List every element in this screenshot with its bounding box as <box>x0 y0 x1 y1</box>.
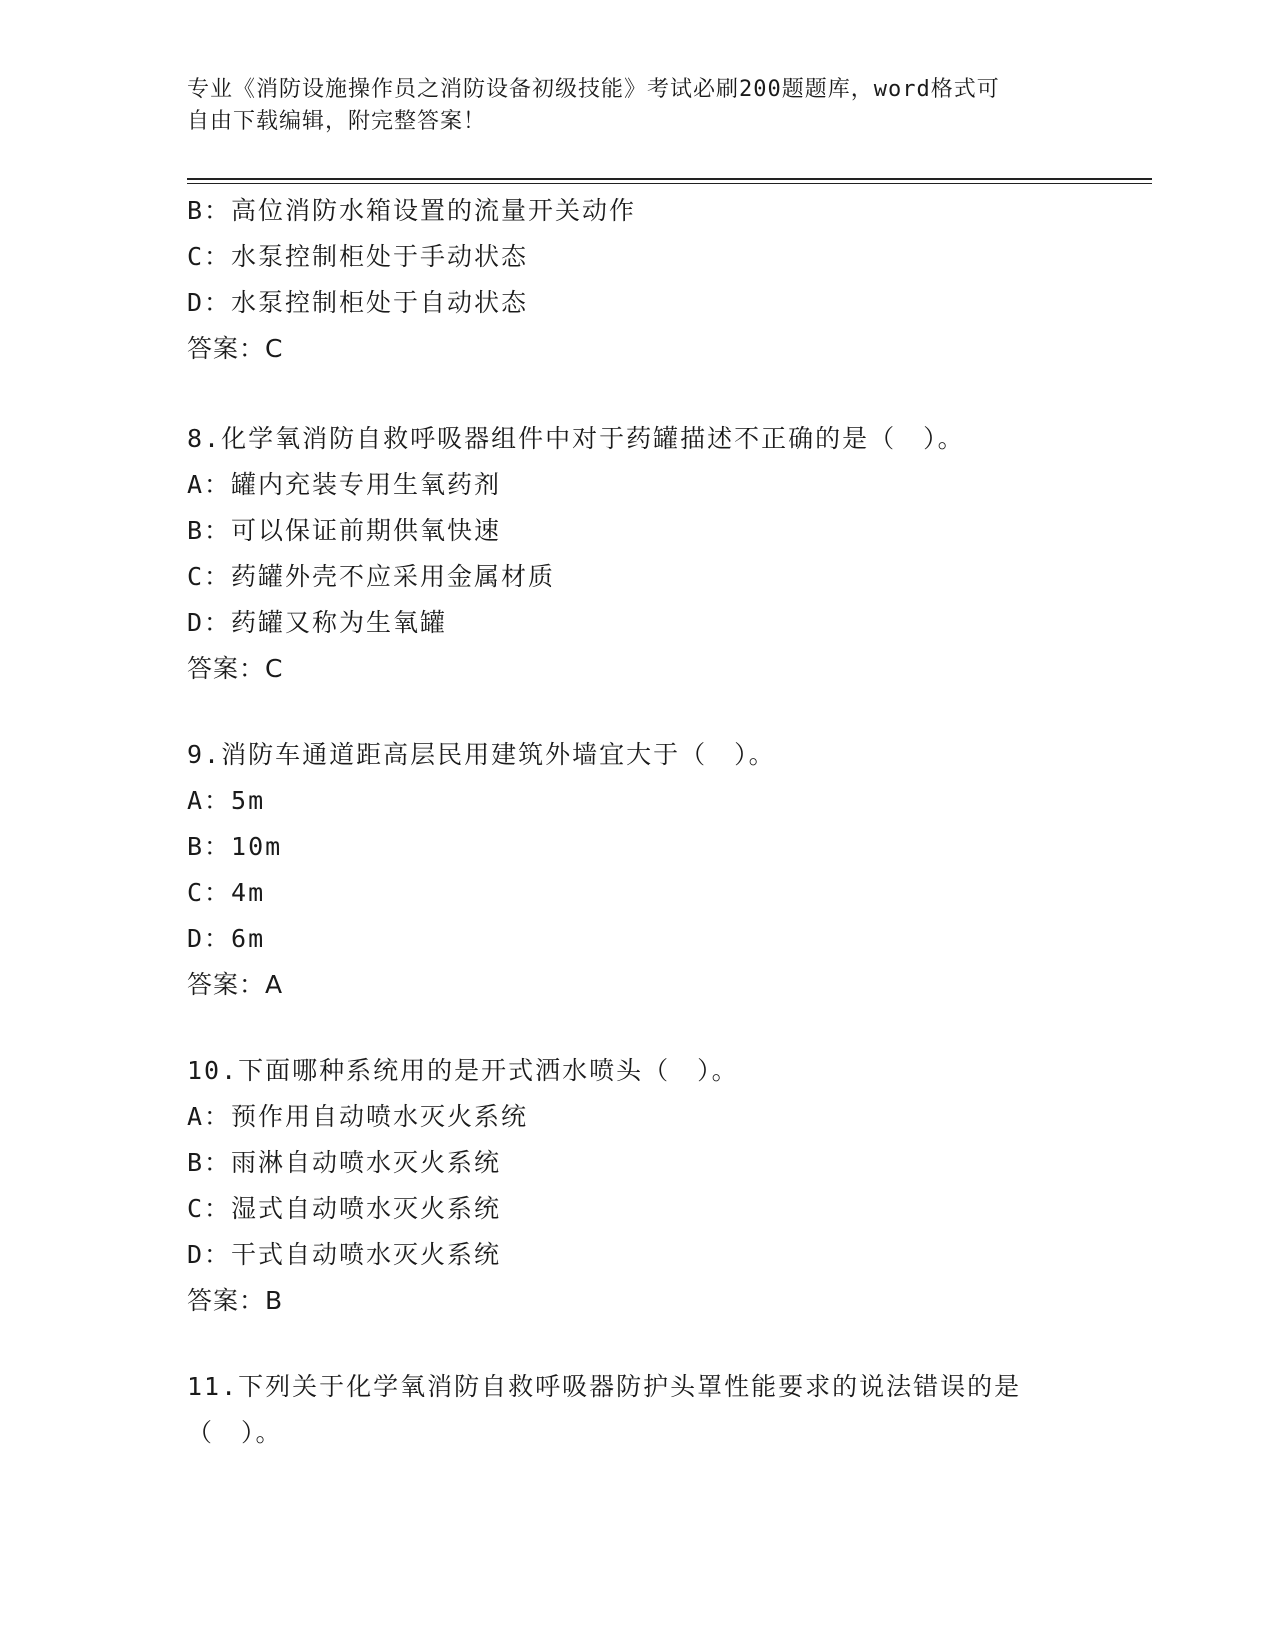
question-10 <box>187 1048 1087 1324</box>
option-b: B：高位消防水箱设置的流量开关动作 <box>187 196 637 225</box>
answer-line: 答案：A <box>187 970 284 999</box>
question-stem: 9.消防车通道距高层民用建筑外墙宜大于（ ）。 <box>187 740 776 769</box>
spacer <box>187 372 1087 416</box>
answer-line: 答案：C <box>187 334 284 363</box>
option-b: B：10m <box>187 832 283 861</box>
option-d: D：药罐又称为生氧罐 <box>187 608 448 637</box>
option-a: A：罐内充装专用生氧药剂 <box>187 470 502 499</box>
answer-line: 答案：B <box>187 1286 284 1315</box>
document-header <box>187 74 1067 138</box>
option-d: D：6m <box>187 924 266 953</box>
answer-line: 答案：C <box>187 654 284 683</box>
option-c: C：湿式自动喷水灭火系统 <box>187 1194 502 1223</box>
option-c: C：药罐外壳不应采用金属材质 <box>187 562 556 591</box>
option-d: D：干式自动喷水灭火系统 <box>187 1240 502 1269</box>
question-7-continued <box>187 188 1087 372</box>
spacer <box>187 1008 1087 1048</box>
question-stem: 10.下面哪种系统用的是开式洒水喷头（ ）。 <box>187 1056 739 1085</box>
question-stem-line-1: 11.下列关于化学氧消防自救呼吸器防护头罩性能要求的说法错误的是 <box>187 1372 1022 1401</box>
option-a: A：预作用自动喷水灭火系统 <box>187 1102 529 1131</box>
option-b: B：雨淋自动喷水灭火系统 <box>187 1148 502 1177</box>
spacer <box>187 692 1087 732</box>
question-list <box>187 188 1087 1456</box>
question-8 <box>187 416 1087 692</box>
header-line-1: 专业《消防设施操作员之消防设备初级技能》考试必刷200题题库，word格式可 <box>187 77 1000 102</box>
question-stem: 8.化学氧消防自救呼吸器组件中对于药罐描述不正确的是（ ）。 <box>187 424 965 453</box>
header-divider-thin <box>187 183 1152 184</box>
question-9 <box>187 732 1087 1008</box>
option-a: A：5m <box>187 786 266 815</box>
spacer <box>187 1324 1087 1364</box>
header-divider-thick <box>187 178 1152 180</box>
option-b: B：可以保证前期供氧快速 <box>187 516 502 545</box>
option-c: C：水泵控制柜处于手动状态 <box>187 242 529 271</box>
option-c: C：4m <box>187 878 266 907</box>
question-11 <box>187 1364 1087 1456</box>
header-line-2: 自由下载编辑，附完整答案！ <box>187 109 487 134</box>
option-d: D：水泵控制柜处于自动状态 <box>187 288 529 317</box>
question-stem-line-2: （ ）。 <box>187 1418 283 1447</box>
